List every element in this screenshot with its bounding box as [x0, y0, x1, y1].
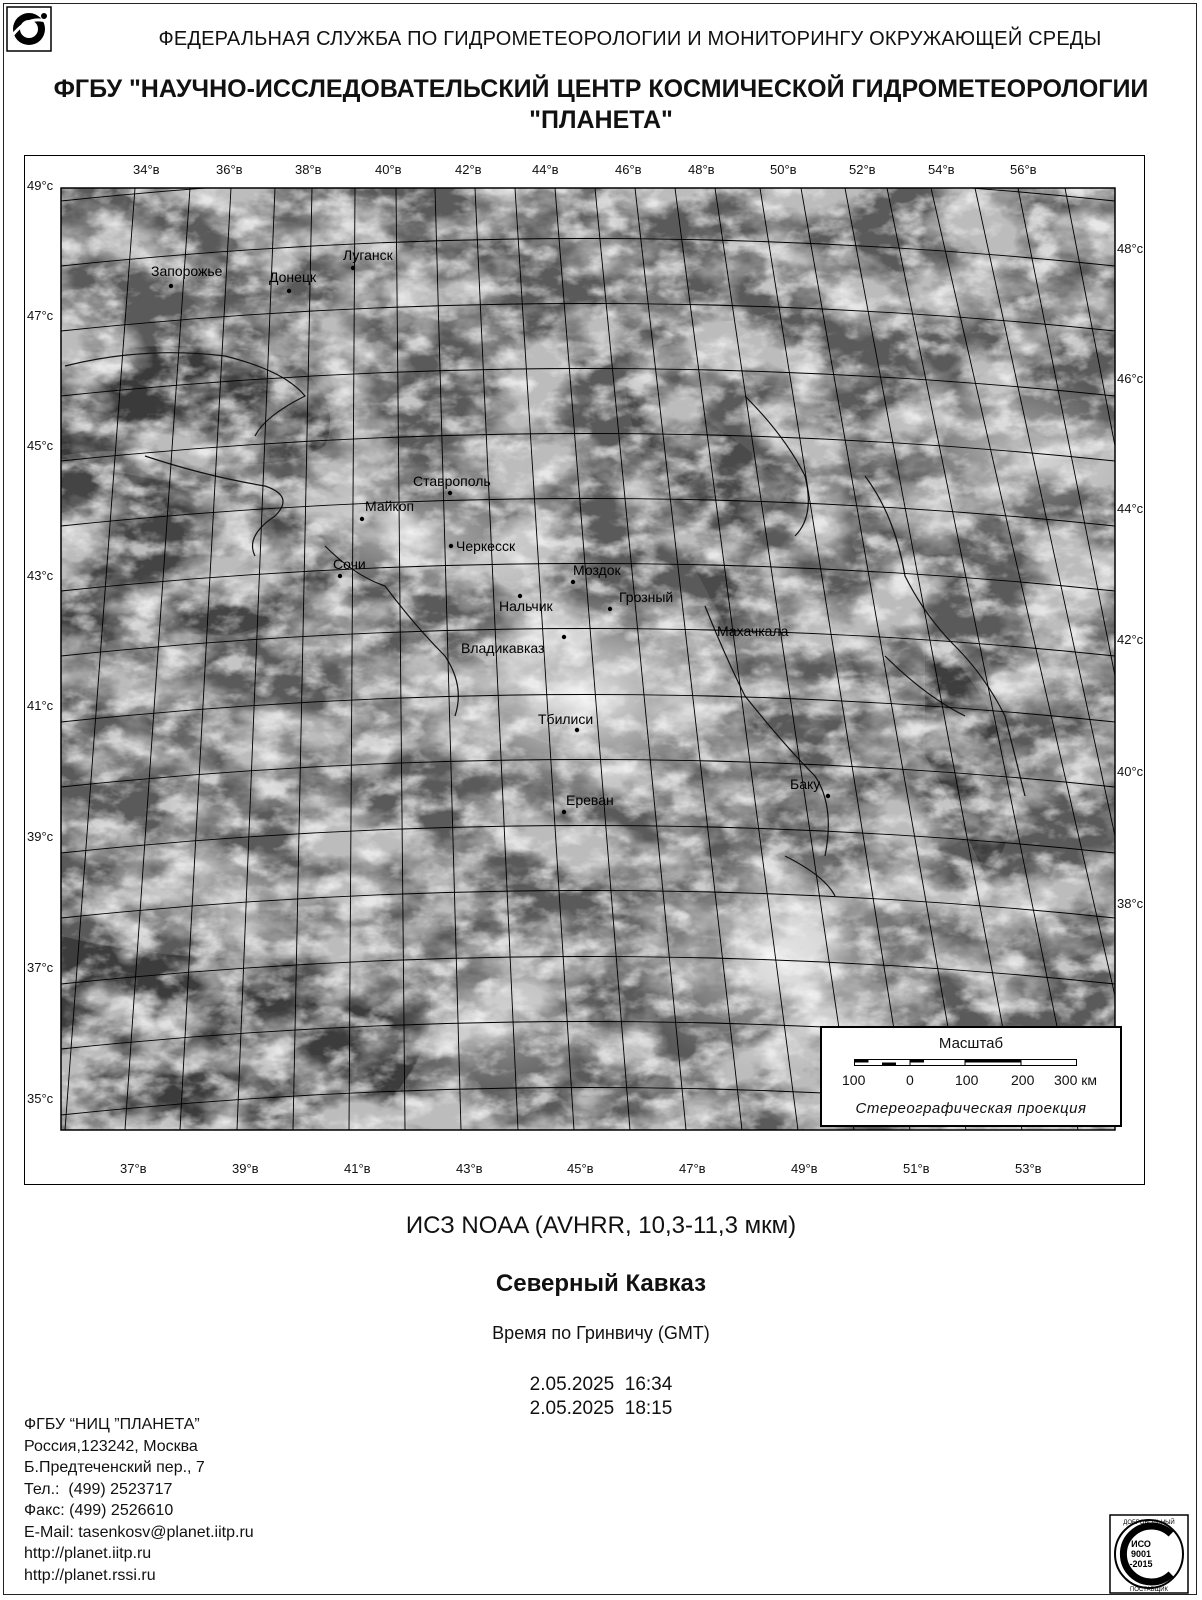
city-label: Махачкала: [717, 623, 789, 639]
top-lon-tick-label: 44°в: [532, 162, 559, 177]
city-marker: [351, 266, 355, 270]
right-lat-tick-label: 48°с: [1117, 241, 1144, 256]
scale-label-0: 0: [906, 1072, 914, 1088]
city-label: Моздок: [573, 562, 621, 578]
bottom-lon-tick-label: 41°в: [344, 1161, 371, 1176]
center-title: [0, 74, 1202, 136]
scale-label-100-left: 100: [842, 1072, 866, 1088]
bottom-lon-tick-label: 45°в: [567, 1161, 594, 1176]
city-marker: [608, 607, 612, 611]
city-label: Владикавказ: [461, 640, 545, 656]
time-end: 2.05.2025 18:15: [529, 1398, 673, 1419]
contact-block: [24, 1414, 254, 1586]
city-marker: [575, 728, 579, 732]
bottom-lon-tick-label: 47°в: [679, 1161, 706, 1176]
address-website-2[interactable]: http://planet.rssi.ru: [24, 1566, 156, 1584]
bottom-lon-tick-label: 49°в: [791, 1161, 818, 1176]
city-label: Грозный: [619, 589, 674, 605]
bottom-lon-tick-label: 43°в: [456, 1161, 483, 1176]
city-marker: [562, 635, 566, 639]
satellite-label: ИСЗ NOAA (AVHRR, 10,3-11,3 мкм): [405, 1212, 797, 1239]
right-lat-tick-label: 42°с: [1117, 632, 1144, 647]
city-label: Ереван: [566, 792, 614, 808]
city-label: Сочи: [333, 556, 366, 572]
city-label: Майкоп: [365, 498, 415, 514]
top-lon-tick-label: 54°в: [928, 162, 955, 177]
city-label: Баку: [790, 776, 821, 792]
city-label: Нальчик: [499, 598, 553, 614]
bottom-lon-tick-label: 51°в: [903, 1161, 930, 1176]
satellite-image: [61, 188, 1125, 1130]
top-lon-tick-label: 52°в: [849, 162, 876, 177]
city-label: Ставрополь: [413, 473, 491, 489]
planeta-logo: [6, 6, 52, 52]
address-website-1[interactable]: http://planet.iitp.ru: [24, 1545, 152, 1562]
scale-label-100: 100: [955, 1072, 979, 1088]
city-marker: [338, 574, 342, 578]
city-marker: [571, 580, 575, 584]
city-marker: [449, 544, 453, 548]
top-lon-tick-label: 34°в: [133, 162, 160, 177]
iso-year: -2015: [1129, 1559, 1153, 1569]
scale-title: Масштаб: [938, 1035, 1004, 1052]
city-marker: [287, 289, 291, 293]
top-lon-tick-label: 48°в: [688, 162, 715, 177]
left-lat-tick-label: 41°с: [27, 698, 54, 713]
left-lat-tick-label: 37°с: [27, 960, 54, 975]
address-street: Б.Предтеченский пер., 7: [24, 1459, 205, 1476]
right-lat-tick-label: 40°с: [1117, 764, 1144, 779]
iso-ring-bottom: ПОСТАВЩИК: [1129, 1587, 1169, 1593]
center-title-line1: ФГБУ "НАУЧНО-ИССЛЕДОВАТЕЛЬСКИЙ ЦЕНТР КОСМИЧЕСКОЙ ГИДРОМЕТЕОРОЛОГИИ: [53, 75, 1149, 103]
top-lon-tick-label: 56°в: [1010, 162, 1037, 177]
left-lat-tick-label: 35°с: [27, 1091, 54, 1106]
iso-ring-top: ДОБРОВОЛЬНЫЙ: [1123, 1520, 1175, 1526]
region-label: Северный Кавказ: [495, 1270, 707, 1297]
scale-label-200: 200: [1011, 1072, 1035, 1088]
bottom-lon-tick-label: 37°в: [120, 1161, 147, 1176]
right-lat-tick-label: 38°с: [1117, 896, 1144, 911]
right-lat-tick-label: 44°с: [1117, 501, 1144, 516]
city-marker: [448, 491, 452, 495]
city-label: Тбилиси: [538, 711, 594, 727]
top-lon-tick-label: 36°в: [216, 162, 243, 177]
projection-label: Стереографическая проекция: [855, 1100, 1087, 1117]
address-city: Россия,123242, Москва: [24, 1437, 198, 1455]
iso-certification-logo: [1109, 1514, 1189, 1594]
agency-title: ФЕДЕРАЛЬНАЯ СЛУЖБА ПО ГИДРОМЕТЕОРОЛОГИИ И МОНИТОРИНГУ ОКРУЖАЮЩЕЙ СРЕДЫ: [158, 28, 1102, 50]
left-lat-tick-label: 43°с: [27, 568, 54, 583]
address-fax: Факс: (499) 2526610: [24, 1502, 174, 1519]
left-lat-tick-label: 49°с: [27, 178, 54, 193]
scale-bar: [854, 1058, 1082, 1068]
bottom-lon-tick-label: 53°в: [1015, 1161, 1042, 1176]
city-label: Донецк: [269, 269, 317, 285]
city-marker: [169, 284, 173, 288]
time-start: 2.05.2025 16:34: [529, 1374, 673, 1395]
scale-box: [820, 1026, 1122, 1127]
top-lon-tick-label: 42°в: [455, 162, 482, 177]
iso-label: ИСО: [1131, 1539, 1151, 1549]
address-org: ФГБУ “НИЦ ”ПЛАНЕТА”: [24, 1416, 200, 1433]
city-marker: [826, 794, 830, 798]
gmt-label: Время по Гринвичу (GMT): [492, 1323, 710, 1343]
iso-number: 9001: [1130, 1549, 1152, 1559]
city-label: Луганск: [343, 247, 393, 263]
city-label: Запорожье: [151, 263, 223, 279]
city-marker: [360, 517, 364, 521]
top-lon-tick-label: 40°в: [375, 162, 402, 177]
left-lat-tick-label: 47°с: [27, 308, 54, 323]
top-lon-tick-label: 38°в: [295, 162, 322, 177]
top-lon-tick-label: 46°в: [615, 162, 642, 177]
city-label: Черкесск: [456, 538, 516, 554]
top-lon-tick-label: 50°в: [770, 162, 797, 177]
address-phone: Тел.: (499) 2523717: [24, 1480, 173, 1498]
city-marker: [562, 810, 566, 814]
right-lat-tick-label: 46°с: [1117, 371, 1144, 386]
scale-label-300: 300 км: [1054, 1072, 1097, 1088]
center-title-line2: "ПЛАНЕТА": [529, 106, 673, 134]
left-lat-tick-label: 39°с: [27, 829, 54, 844]
address-email[interactable]: E-Mail: tasenkosv@planet.iitp.ru: [24, 1523, 254, 1541]
map-frame: [24, 155, 1145, 1185]
bottom-lon-tick-label: 39°в: [232, 1161, 259, 1176]
left-lat-tick-label: 45°с: [27, 438, 54, 453]
